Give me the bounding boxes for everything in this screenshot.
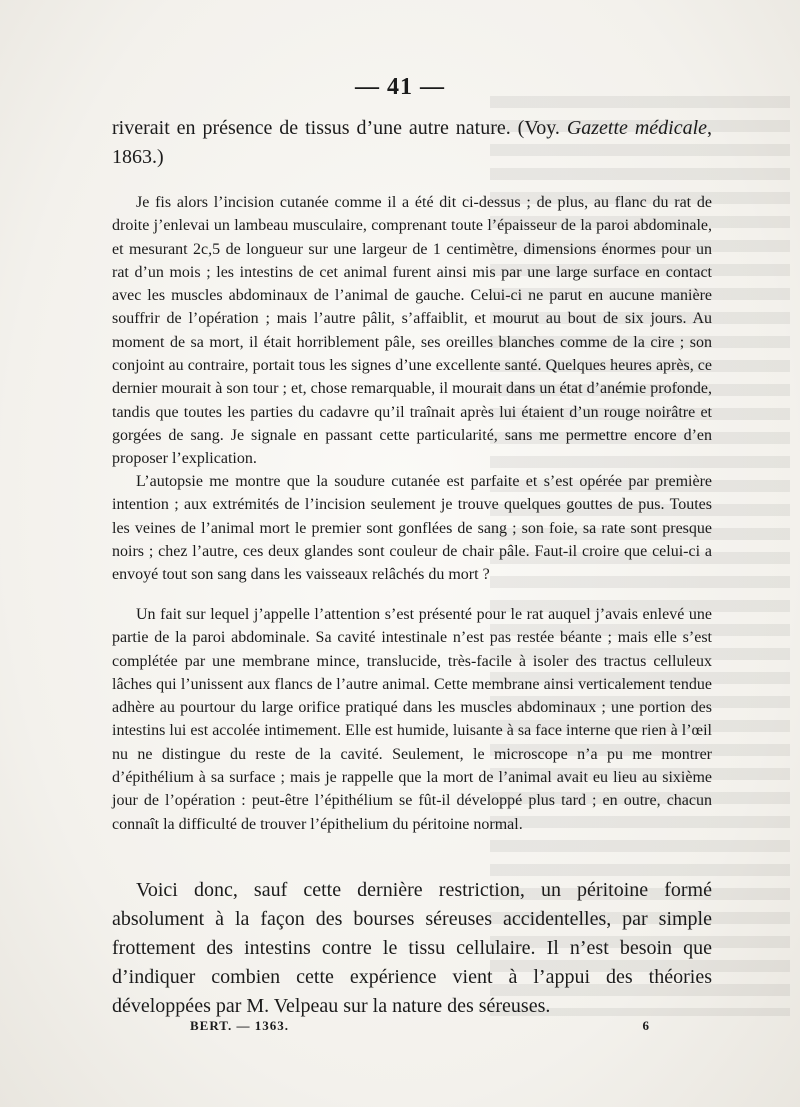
page-footer <box>190 1018 650 1034</box>
sheet-number: 6 <box>642 1018 650 1033</box>
paragraph-text: Je fis alors l’incision cutanée comme il a été dit ci-dessus ; de plus, au flanc du rat de droite j’enlevai un lambeau musculaire, comprenant toute l’épaisseur de la paroi abdominale, et mesurant 2c,5 de longueur sur une largeur de 1 centimètre, dimensions énormes pour un rat d’un mois ; les intestins de cet animal furent ainsi mis par une large surface en contact avec les muscles abdominaux de l’animal de gauche. Celui-ci ne parut en aucune manière souffrir de l’opération ; mais l’autre pâlit, s’affaiblit, et mourut au bout de six jours. Au moment de sa mort, il était horriblement pâle, ses oreilles blanches comme de la cire ; son conjoint au contraire, portait tous les signes d’une excellente santé. Quelques heures après, ce dernier mourait à son tour ; et, chose remarquable, il mourait dans un état d’anémie profonde, tandis que toutes les parties du cadavre qu’il traînait après lui étaient d’un rouge noirâtre et gorgées de sang. Je signale en passant cette particularité, sans me permettre encore d’en proposer l’explication. <box>112 194 712 468</box>
page-number: — 41 — <box>355 74 445 100</box>
paragraph-text: Voici donc, sauf cette dernière restriction, un péritoine formé absolument à la façon des bourses séreuses accidentelles, par simple frottement des intestins contre le tissu cellulaire. Il n’est besoin que d’indiquer combien cette expérience vient à l’appui des théories développées par M. Velpeau sur la nature des séreuses. <box>112 879 712 1017</box>
paragraph-text: Un fait sur lequel j’appelle l’attention s’est présenté pour le rat auquel j’avais enlevé une partie de la paroi abdominale. Sa cavité intestinale n’est pas restée béante ; mais elle s’est complétée par une membrane mince, translucide, très-facile à isoler des tractus celluleux lâches qui l’unissent aux flancs de l’autre animal. Cette membrane ainsi verticalement tendue adhère au pourtour du large orifice pratiqué dans les muscles abdominaux ; une portion des intestins lui est accolée intimement. Elle est humide, luisante à sa face interne que rien à l’œil nu ne distingue du reste de la cavité. Seulement, le microscope n’a pu me montrer d’épithélium à sa surface ; mais je rappelle que la mort de l’animal avait eu lieu au sixième jour de l’opération : peut-être l’épithélium se fût-il développé plus tard ; en outre, chacun connaît la difficulté de trouver l’épithelium du péritoine normal. <box>112 606 712 833</box>
paragraph-text: L’autopsie me montre que la soudure cutanée est parfaite et s’est opérée par première intention ; aux extrémités de l’incision seulement je trouve quelques gouttes de pus. Toutes les veines de l’animal mort le premier sont gonflées de sang ; son foie, sa rate sont presque noirs ; chez l’autre, ces deux glandes sont couleur de chair pâle. Faut-il croire que celui-ci a envoyé tout son sang dans les vaisseaux relâchés du mort ? <box>112 473 712 584</box>
paragraph-3 <box>112 603 712 836</box>
intro-text-a: riverait en présence de tissus d’une autre nature. (Voy. <box>112 117 567 139</box>
paragraph-2 <box>112 470 712 586</box>
paragraph-4 <box>112 876 712 1021</box>
intro-text-b: , 1863.) <box>112 117 713 168</box>
intro-journal-title: Gazette médicale <box>566 117 708 139</box>
footer-signature: BERT. — 1363. <box>190 1018 289 1033</box>
paragraph-1 <box>112 191 712 471</box>
intro-paragraph <box>112 114 712 172</box>
